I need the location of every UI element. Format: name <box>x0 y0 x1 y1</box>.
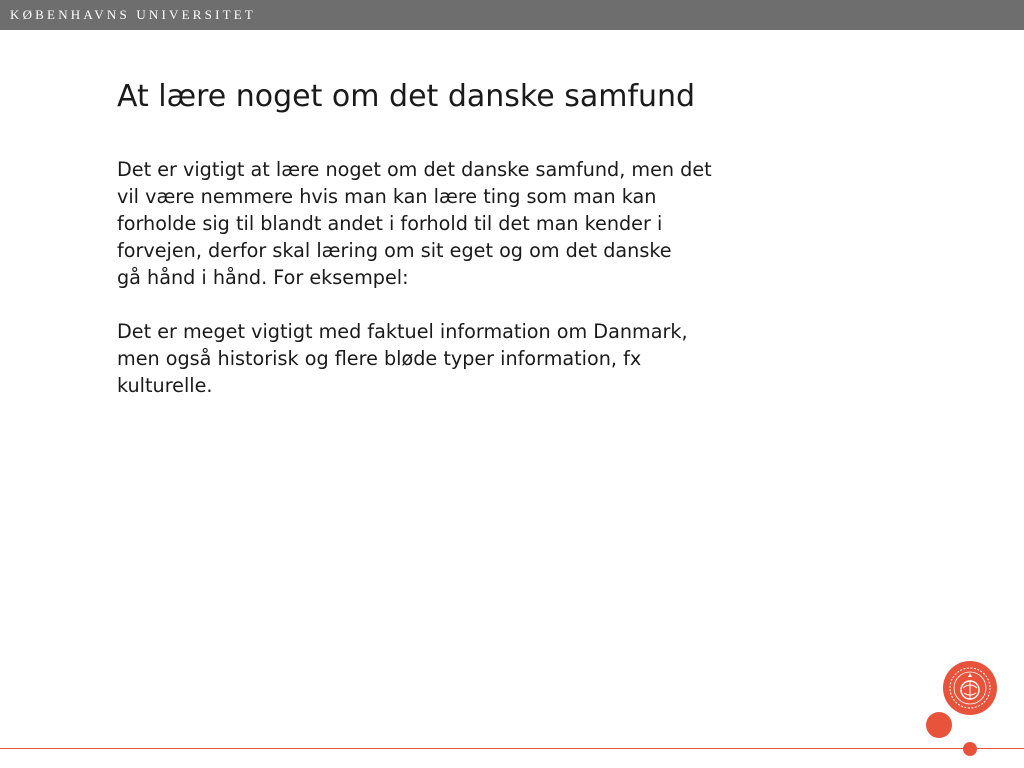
university-seal-icon <box>942 660 998 716</box>
paragraph-line: forvejen, derfor skal læring om sit eget og om det danske <box>117 239 672 262</box>
paragraph-2 <box>117 318 857 399</box>
slide-title: At lære noget om det danske samfund <box>117 79 696 114</box>
paragraph-line: forholde sig til blandt andet i forhold til det man kender i <box>117 212 663 235</box>
university-name: KØBENHAVNS UNIVERSITET <box>10 7 257 22</box>
paragraph-line: Det er meget vigtigt med faktuel information om Danmark, <box>117 320 688 343</box>
decorative-dot-small <box>963 742 977 756</box>
slide-body <box>117 156 857 426</box>
paragraph-line: kulturelle. <box>117 374 213 397</box>
paragraph-line: gå hånd i hånd. For eksempel: <box>117 266 409 289</box>
paragraph-line: vil være nemmere hvis man kan lære ting som man kan <box>117 185 657 208</box>
decorative-dot-large <box>926 712 952 738</box>
paragraph-line: men også historisk og flere bløde typer information, fx <box>117 347 642 370</box>
paragraph-line: Det er vigtigt at lære noget om det danske samfund, men det <box>117 158 712 181</box>
footer-divider <box>0 748 1024 749</box>
header-bar <box>0 0 1024 30</box>
paragraph-1 <box>117 156 857 291</box>
